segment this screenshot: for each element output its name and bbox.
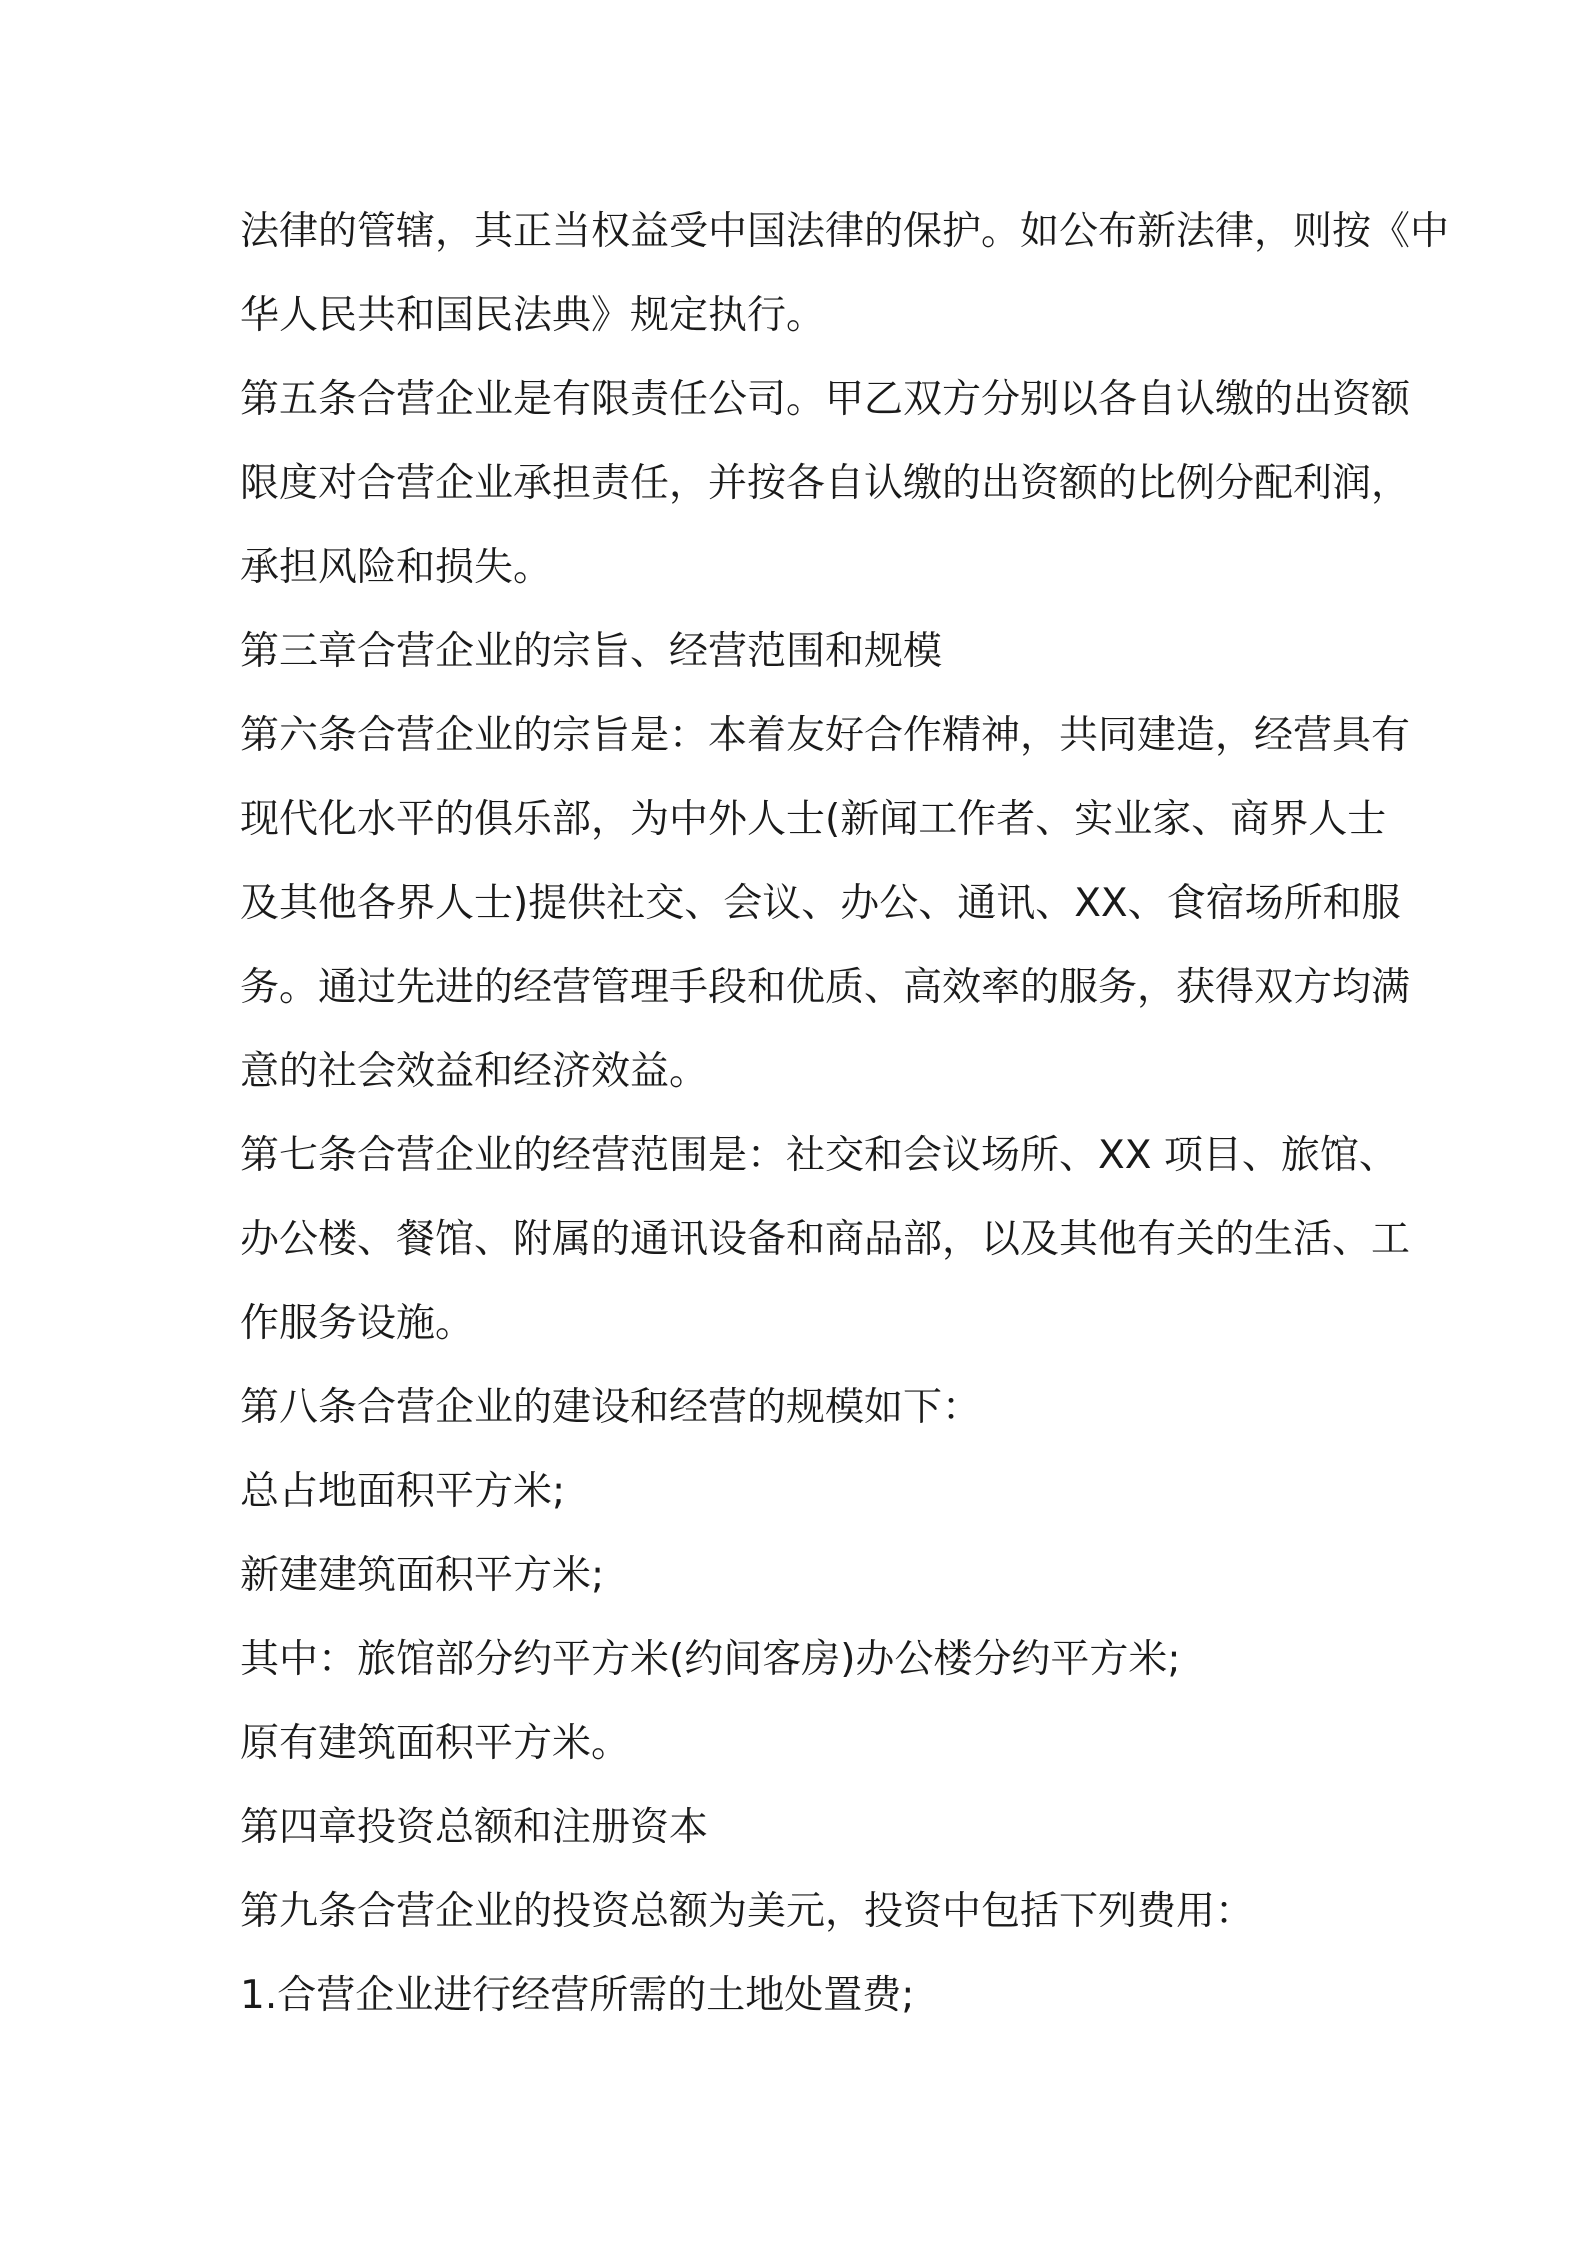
- text-line: 第八条合营企业的建设和经营的规模如下：: [240, 1385, 982, 1430]
- text-line: 第四章投资总额和注册资本: [240, 1805, 709, 1850]
- text-line: 务。通过先进的经营管理手段和优质、高效率的服务，获得双方均满: [240, 965, 1411, 1010]
- paragraph-area-breakdown: [240, 1618, 1360, 1702]
- text-line: 华人民共和国民法典》规定执行。: [240, 293, 826, 338]
- paragraph-existing-building-area: [240, 1702, 1360, 1786]
- chapter-3-heading: [240, 610, 1360, 694]
- text-line: 承担风险和损失。: [240, 545, 553, 590]
- paragraph-law-jurisdiction: [240, 190, 1450, 358]
- text-line: 办公楼、餐馆、附属的通讯设备和商品部，以及其他有关的生活、工: [240, 1217, 1411, 1262]
- text-line: 原有建筑面积平方米。: [240, 1721, 631, 1766]
- paragraph-article-6: [240, 694, 1411, 1114]
- document-body: [240, 190, 1450, 2038]
- text-line: 1.合营企业进行经营所需的土地处置费;: [240, 1973, 915, 2018]
- text-line: 意的社会效益和经济效益。: [240, 1049, 709, 1094]
- text-line: 第七条合营企业的经营范围是：社交和会议场所、XX 项目、旅馆、: [240, 1133, 1398, 1178]
- chapter-4-heading: [240, 1786, 1360, 1870]
- paragraph-total-land-area: [240, 1450, 1360, 1534]
- text-line: 第五条合营企业是有限责任公司。甲乙双方分别以各自认缴的出资额: [240, 377, 1411, 422]
- paragraph-new-building-area: [240, 1534, 1360, 1618]
- paragraph-article-9: [240, 1870, 1360, 1954]
- text-line: 法律的管辖，其正当权益受中国法律的保护。如公布新法律，则按《中: [240, 209, 1450, 254]
- text-line: 限度对合营企业承担责任，并按各自认缴的出资额的比例分配利润，: [240, 461, 1411, 506]
- text-line: 其中：旅馆部分约平方米(约间客房)办公楼分约平方米;: [240, 1637, 1181, 1682]
- text-line: 新建建筑面积平方米;: [240, 1553, 605, 1598]
- paragraph-article-8: [240, 1366, 1360, 1450]
- list-item-1: [240, 1954, 1360, 2038]
- paragraph-article-5: [240, 358, 1411, 610]
- text-line: 总占地面积平方米;: [240, 1469, 566, 1514]
- text-line: 第九条合营企业的投资总额为美元，投资中包括下列费用：: [240, 1889, 1255, 1934]
- text-line: 现代化水平的俱乐部，为中外人士(新闻工作者、实业家、商界人士: [240, 797, 1387, 842]
- text-line: 第六条合营企业的宗旨是：本着友好合作精神，共同建造，经营具有: [240, 713, 1411, 758]
- text-line: 第三章合营企业的宗旨、经营范围和规模: [240, 629, 943, 674]
- text-line: 及其他各界人士)提供社交、会议、办公、通讯、XX、食宿场所和服: [240, 881, 1401, 926]
- text-line: 作服务设施。: [240, 1301, 475, 1346]
- paragraph-article-7: [240, 1114, 1411, 1366]
